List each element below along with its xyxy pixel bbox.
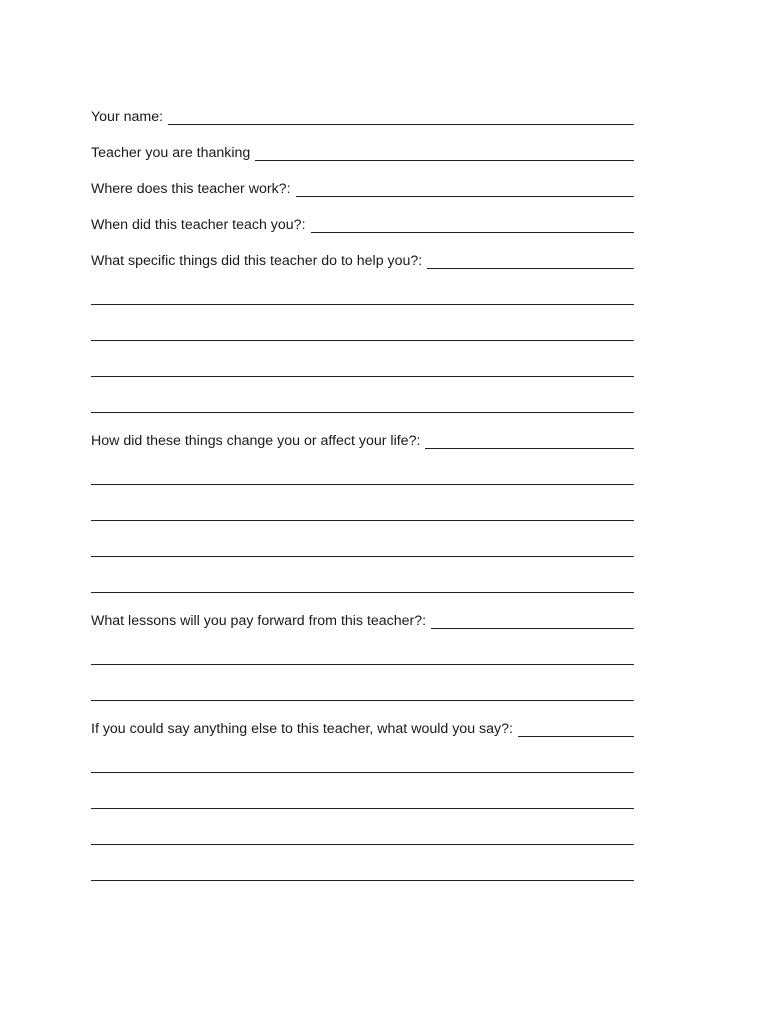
anything-else-extra-row [91, 810, 634, 846]
answer-line[interactable] [91, 412, 634, 413]
answer-line[interactable] [91, 772, 634, 773]
your-name-line[interactable] [168, 124, 634, 125]
answer-line[interactable] [91, 340, 634, 341]
specific-things-line[interactable] [427, 268, 634, 269]
teacher-thanking-row [91, 126, 634, 162]
specific-things-label: What specific things did this teacher do to help you?: [91, 253, 423, 269]
teacher-thank-you-form [91, 90, 634, 882]
answer-line[interactable] [91, 880, 634, 881]
teacher-thanking-line[interactable] [255, 160, 634, 161]
answer-line[interactable] [91, 556, 634, 557]
specific-things-row [91, 234, 634, 270]
where-work-label: Where does this teacher work?: [91, 181, 291, 197]
lessons-forward-extra-row [91, 630, 634, 666]
answer-line[interactable] [91, 592, 634, 593]
specific-things-extra-row [91, 342, 634, 378]
lessons-forward-extra-row [91, 666, 634, 702]
change-life-extra-row [91, 522, 634, 558]
teacher-thanking-label: Teacher you are thanking [91, 145, 251, 161]
change-life-row [91, 414, 634, 450]
lessons-forward-row [91, 594, 634, 630]
anything-else-extra-row [91, 738, 634, 774]
anything-else-line[interactable] [518, 736, 634, 737]
change-life-label: How did these things change you or affect your life?: [91, 433, 421, 449]
specific-things-extra-row [91, 270, 634, 306]
answer-line[interactable] [91, 700, 634, 701]
answer-line[interactable] [91, 808, 634, 809]
change-life-extra-row [91, 558, 634, 594]
answer-line[interactable] [91, 484, 634, 485]
anything-else-label: If you could say anything else to this teacher, what would you say?: [91, 721, 513, 737]
change-life-extra-row [91, 486, 634, 522]
change-life-extra-row [91, 450, 634, 486]
specific-things-extra-row [91, 306, 634, 342]
answer-line[interactable] [91, 520, 634, 521]
when-teach-label: When did this teacher teach you?: [91, 217, 306, 233]
anything-else-extra-row [91, 846, 634, 882]
where-work-row [91, 162, 634, 198]
answer-line[interactable] [91, 304, 634, 305]
specific-things-extra-row [91, 378, 634, 414]
your-name-row [91, 90, 634, 126]
anything-else-row [91, 702, 634, 738]
when-teach-row [91, 198, 634, 234]
when-teach-line[interactable] [311, 232, 634, 233]
anything-else-extra-row [91, 774, 634, 810]
where-work-line[interactable] [296, 196, 634, 197]
your-name-label: Your name: [91, 109, 164, 125]
change-life-line[interactable] [425, 448, 634, 449]
lessons-forward-label: What lessons will you pay forward from this teacher?: [91, 613, 427, 629]
lessons-forward-line[interactable] [431, 628, 634, 629]
answer-line[interactable] [91, 844, 634, 845]
answer-line[interactable] [91, 664, 634, 665]
answer-line[interactable] [91, 376, 634, 377]
